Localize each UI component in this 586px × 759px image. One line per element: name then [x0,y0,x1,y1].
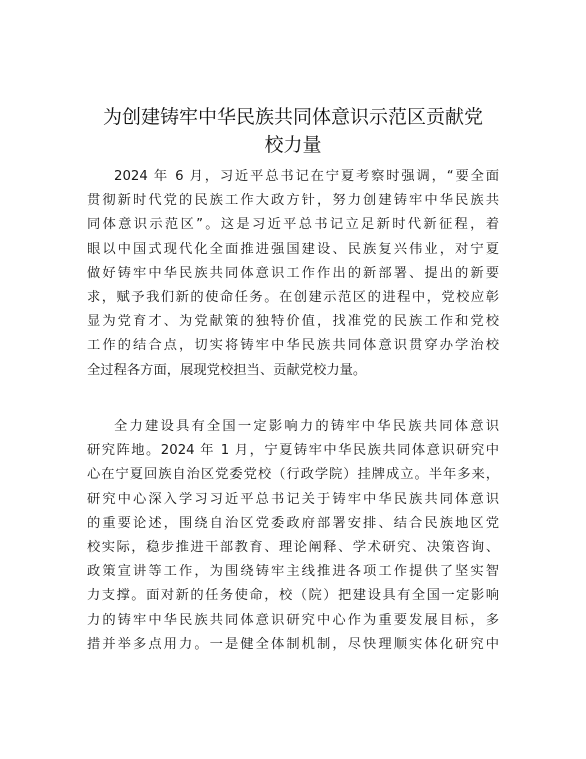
text-line: 措并举多点用力。一是健全体制机制，尽快理顺实体化研究中 [87,636,499,652]
title-line: 为创建铸牢中华民族共同体意识示范区贡献党 [102,106,483,128]
text-line: 校实际，稳步推进干部教育、理论阐释、学术研究、决策咨询、 [87,539,499,555]
paragraph-2 [87,415,499,657]
text-line: 力支撑。面对新的任务使命，校（院）把建设具有全国一定影响 [87,588,499,604]
text-line: 的重要论述，围绕自治区党委政府部署安排、结合民族地区党 [87,515,499,531]
title-line: 校力量 [264,134,322,156]
paragraph-1 [87,165,499,383]
text-line: 政策宣讲等工作，为围绕铸牢主线推进各项工作提供了坚实智 [87,564,499,580]
text-line: 眼以中国式现代化全面推进强国建设、民族复兴伟业，对宁夏 [87,241,499,257]
text-line: 做好铸牢中华民族共同体意识工作作出的新部署、提出的新要 [87,265,499,281]
text-line: 心在宁夏回族自治区党委党校（行政学院）挂牌成立。半年多来， [87,467,499,483]
text-line: 全力建设具有全国一定影响力的铸牢中华民族共同体意识 [114,419,499,434]
text-line: 同体意识示范区”。这是习近平总书记立足新时代新征程，着 [87,217,499,233]
text-line: 2024 年 6 月，习近平总书记在宁夏考察时强调，“要全面 [114,169,499,184]
text-line: 工作的结合点，切实将铸牢中华民族共同体意识贯穿办学治校 [87,338,499,354]
text-line: 贯彻新时代党的民族工作大政方针，努力创建铸牢中华民族共 [87,193,499,209]
document-title [84,103,502,159]
text-line: 研究中心深入学习习近平总书记关于铸牢中华民族共同体意识 [87,491,499,507]
text-line: 力的铸牢中华民族共同体意识研究中心作为重要发展目标，多 [87,612,499,628]
text-line: 显为党育才、为党献策的独特价值，找准党的民族工作和党校 [87,314,499,330]
text-line: 全过程各方面，展现党校担当、贡献党校力量。 [87,362,367,378]
text-line: 求，赋予我们新的使命任务。在创建示范区的进程中，党校应彰 [87,289,499,305]
text-line: 研究阵地。2024 年 1 月，宁夏铸牢中华民族共同体意识研究中 [87,443,499,459]
